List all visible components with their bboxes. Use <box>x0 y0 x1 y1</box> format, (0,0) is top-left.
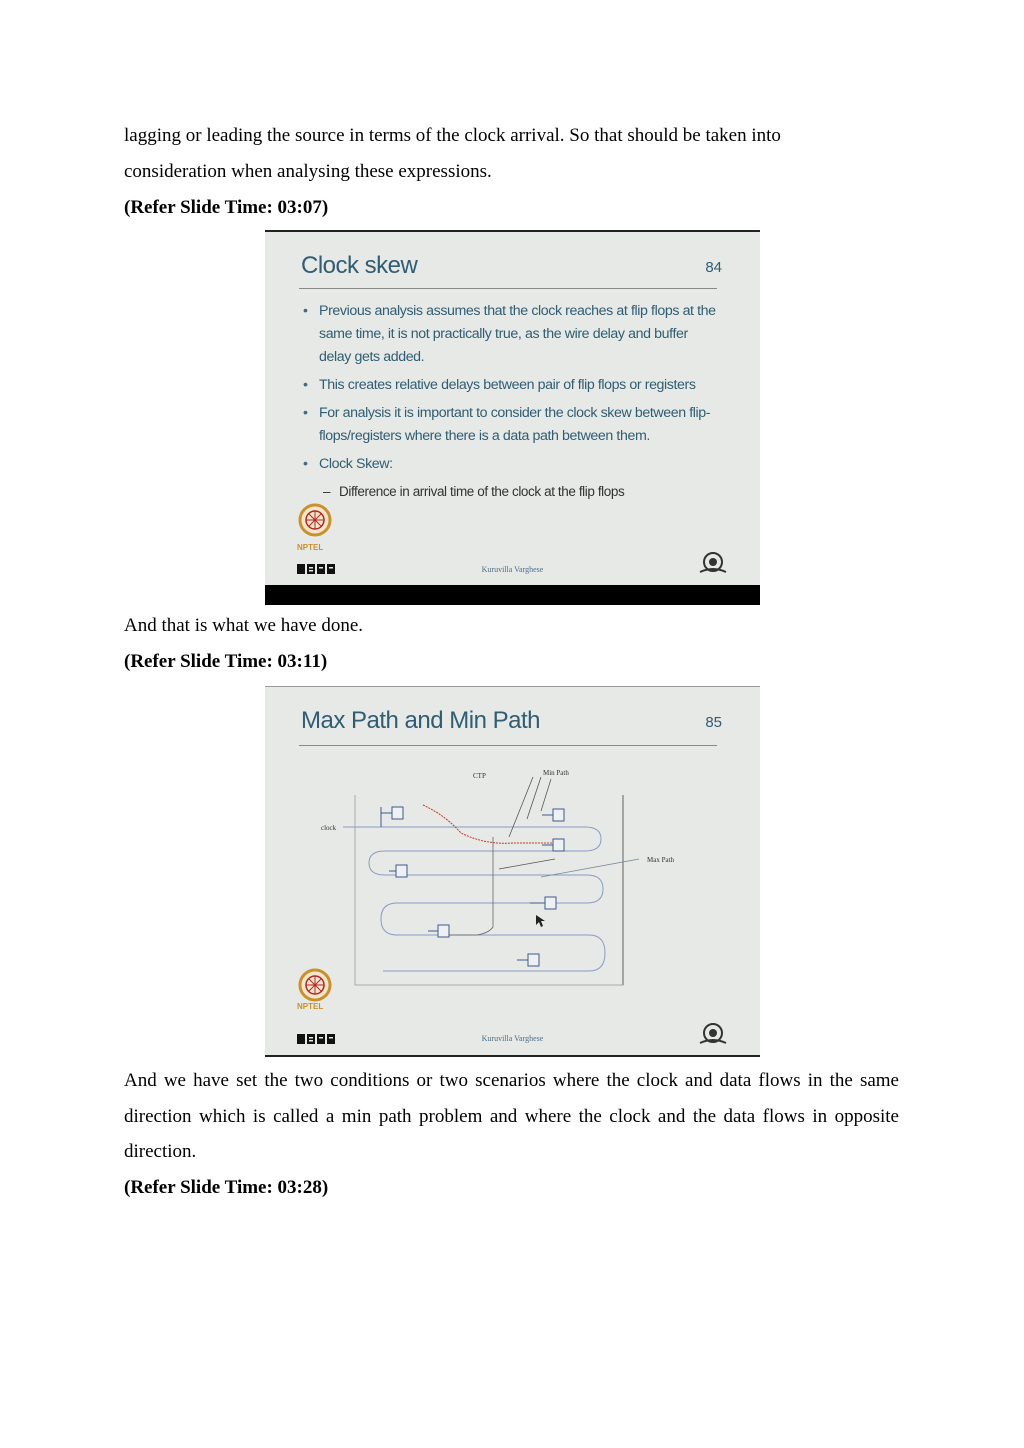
flip-flop-leads <box>381 807 553 960</box>
flip-flop <box>553 809 564 821</box>
emblem-icon <box>698 550 728 576</box>
slide-title: Max Path and Min Path <box>301 707 540 734</box>
paragraph-intro-line1: lagging or leading the source in terms of the clock arrival. So that should be taken into <box>124 125 781 146</box>
slide-number: 84 <box>705 259 722 276</box>
slide-max-min-path <box>265 686 760 1057</box>
emblem-icon <box>698 1021 728 1047</box>
flip-flop <box>528 954 539 966</box>
iisc-emblem <box>698 1021 728 1052</box>
max-path-label: Max Path <box>647 856 675 864</box>
sub-bullet-item: – Difference in arrival time of the clock at the flip flops <box>303 484 624 499</box>
refer-slide-time-1: (Refer Slide Time: 03:07) <box>124 197 329 218</box>
bullet-item: • Clock Skew: <box>303 453 723 476</box>
refer-slide-time-2: (Refer Slide Time: 03:11) <box>124 651 328 672</box>
paragraph-intro <box>124 118 899 189</box>
ctp-label: CTP <box>473 772 486 780</box>
nptel-wheel-icon <box>297 500 337 560</box>
nptel-label: NPTEL <box>297 543 324 552</box>
chip-boundary <box>355 795 623 985</box>
nptel-logo <box>297 500 337 565</box>
data-path-red <box>423 805 559 843</box>
slide-author: Kuruvilla Varghese <box>481 1034 544 1043</box>
max-path-pointer <box>541 859 639 877</box>
min-path-pointers <box>509 777 551 837</box>
nptel-logo <box>297 967 337 1016</box>
iisc-emblem <box>698 550 728 581</box>
flip-flop <box>438 925 449 937</box>
min-path-label: Min Path <box>543 769 569 777</box>
min-path-arrow <box>499 859 555 869</box>
video-control-bar <box>265 585 760 605</box>
nptel-wheel-icon <box>297 967 337 1011</box>
bullet-item: • Previous analysis assumes that the clock reaches at flip flops at the same time, it is not practically true, as the wire delay and buffer delay gets added. <box>303 300 723 369</box>
flip-flop <box>392 807 403 819</box>
ctp-branch <box>445 927 493 935</box>
slide-bullet-list <box>303 300 723 478</box>
paragraph-scenarios: And we have set the two conditions or two scenarios where the clock and data flows in the same direction which is called a min path problem and where the clock and the data flows in opposite direction. <box>124 1070 899 1162</box>
flip-flop <box>553 839 564 851</box>
mouse-cursor-icon <box>536 915 545 927</box>
flip-flop <box>545 897 556 909</box>
slide-title: Clock skew <box>301 252 418 279</box>
nptel-label: NPTEL <box>297 1002 324 1011</box>
slide-author: Kuruvilla Varghese <box>481 565 544 574</box>
slide-number: 85 <box>705 714 722 731</box>
clock-label: clock <box>321 824 337 832</box>
flip-flop <box>396 865 407 877</box>
bullet-item: • This creates relative delays between pair of flip flops or registers <box>303 374 723 397</box>
refer-slide-time-3: (Refer Slide Time: 03:28) <box>124 1177 329 1198</box>
paragraph-intro-line2: consideration when analysing these expressions. <box>124 160 492 182</box>
bullet-item: • For analysis it is important to consider the clock skew between flip-flops/registers where there is a data path between them. <box>303 402 723 448</box>
clock-serpentine-wire <box>343 827 605 971</box>
paragraph-done: And that is what we have done. <box>124 615 364 636</box>
flip-flop-group <box>392 807 564 966</box>
slide-rule <box>299 288 717 289</box>
slide-clock-skew <box>265 230 760 605</box>
max-min-path-diagram <box>265 687 760 1055</box>
